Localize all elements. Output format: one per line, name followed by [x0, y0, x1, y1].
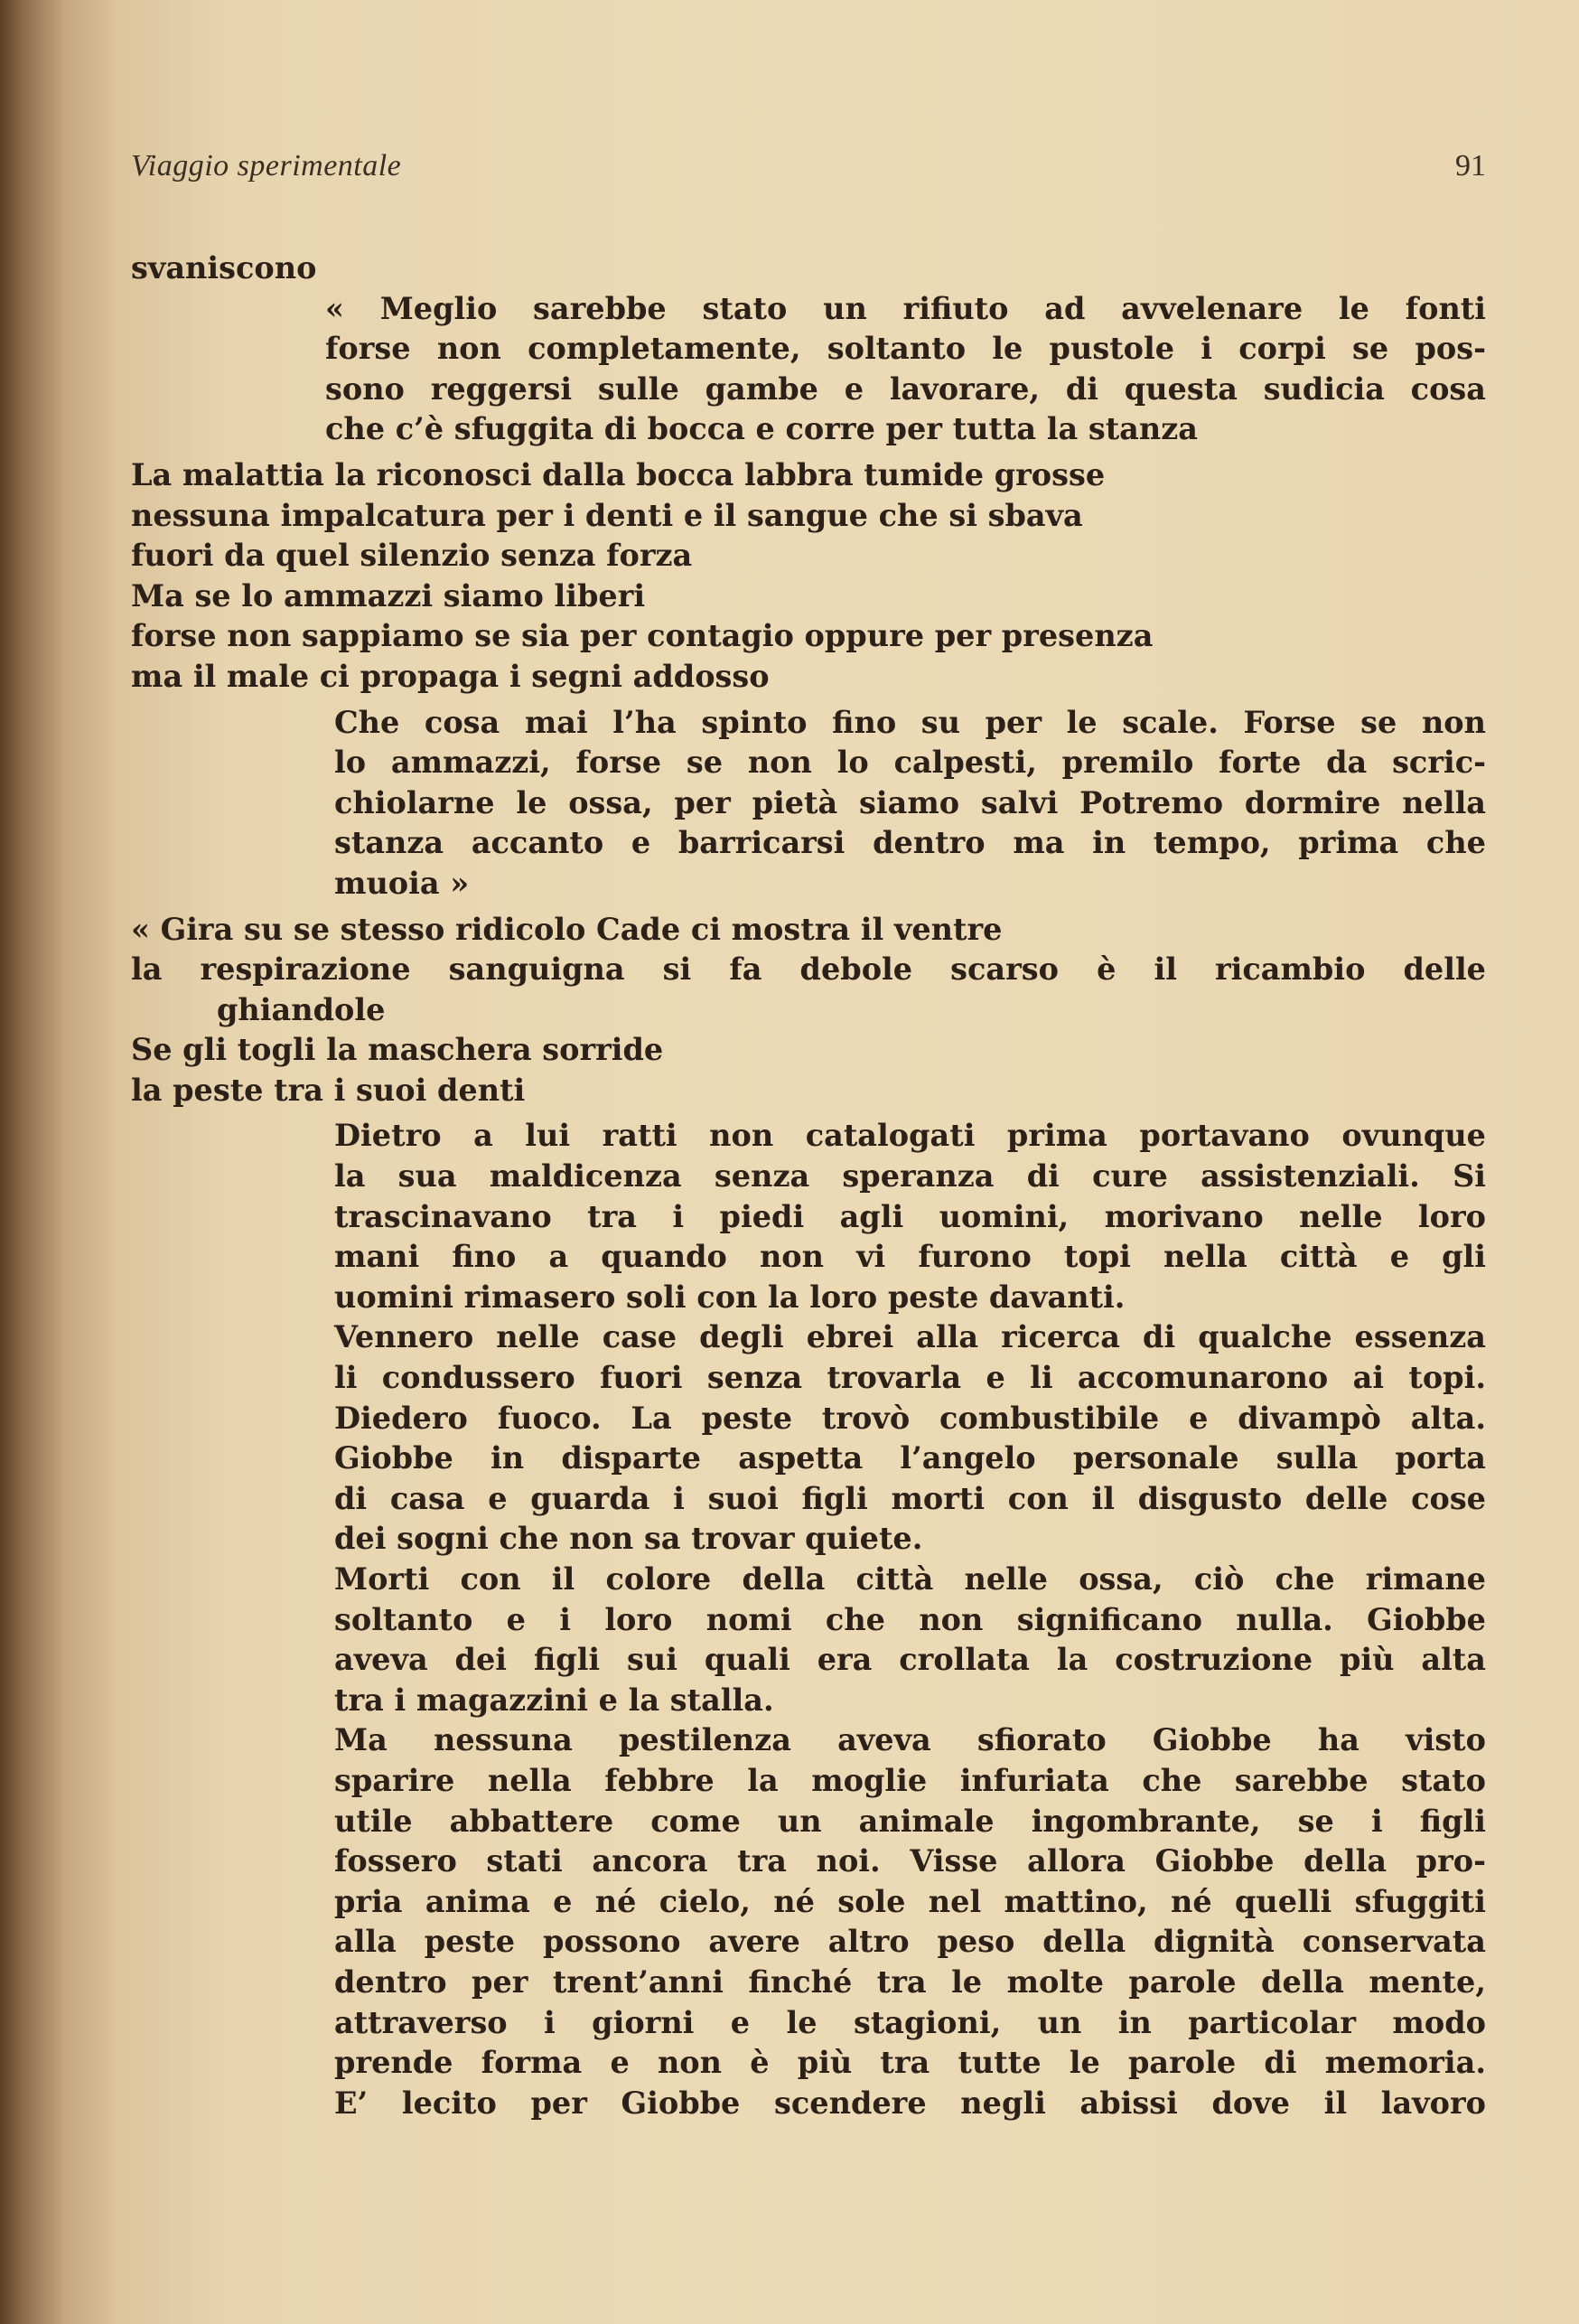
- text-line: svaniscono: [131, 250, 317, 286]
- text-line: sono reggersi sulle gambe e lavorare, di questa sudicia cosa: [325, 370, 1486, 407]
- text-line: aveva dei figli sui quali era crollata la costruzione più alta: [334, 1642, 1486, 1678]
- text-line: dentro per trent’anni finché tra le molte parole della mente,: [334, 1963, 1486, 2000]
- text-line: stanza accanto e barricarsi dentro ma in tempo, prima che: [334, 825, 1486, 861]
- text-line: Diedero fuoco. La peste trovò combustibile e divampò alta.: [334, 1400, 1486, 1436]
- text-line: sparire nella febbre la moglie infuriata che sarebbe stato: [334, 1762, 1486, 1798]
- text-line: Ma se lo ammazzi siamo liberi: [131, 577, 646, 614]
- text-line: Che cosa mai l’ha spinto fino su per le scale. Forse se non: [334, 704, 1486, 740]
- text-line: soltanto e i loro nomi che non significano nulla. Giobbe: [334, 1601, 1486, 1637]
- text-line: forse non sappiamo se sia per contagio oppure per presenza: [131, 618, 1154, 654]
- text-line: La malattia la riconosci dalla bocca labbra tumide grosse: [131, 456, 1106, 492]
- text-line: « Gira su se stesso ridicolo Cade ci mostra il ventre: [131, 911, 1003, 947]
- text-line: la peste tra i suoi denti: [131, 1072, 526, 1108]
- text-line: la sua maldicenza senza speranza di cure assistenziali. Si: [334, 1158, 1486, 1195]
- running-title: Viaggio sperimentale: [131, 149, 402, 183]
- text-line: attraverso i giorni e le stagioni, un in particolar modo: [334, 2004, 1486, 2040]
- poem-text: [131, 248, 1486, 2123]
- text-line: Dietro a lui ratti non catalogati prima portavano ovunque: [334, 1118, 1486, 1154]
- text-line: Se gli togli la maschera sorride: [131, 1032, 664, 1068]
- text-line: muoia »: [334, 865, 470, 901]
- text-line: utile abbattere come un animale ingombrante, se i figli: [334, 1803, 1486, 1839]
- text-line: prende forma e non è più tra tutte le parole di memoria.: [334, 2045, 1486, 2081]
- text-line: nessuna impalcatura per i denti e il sangue che si sbava: [131, 497, 1083, 533]
- page-number: 91: [1455, 149, 1486, 183]
- text-line: forse non completamente, soltanto le pustole i corpi se pos-: [325, 331, 1486, 367]
- text-line: trascinavano tra i piedi agli uomini, morivano nelle loro: [334, 1198, 1486, 1234]
- text-line: fuori da quel silenzio senza forza: [131, 538, 693, 574]
- text-line: li condussero fuori senza trovarla e li accomunarono ai topi.: [334, 1360, 1486, 1396]
- text-line: Vennero nelle case degli ebrei alla ricerca di qualche essenza: [334, 1319, 1486, 1355]
- text-line: ghiandole: [217, 991, 386, 1027]
- text-line: Ma nessuna pestilenza aveva sfiorato Giobbe ha visto: [334, 1722, 1486, 1758]
- text-line: ma il male ci propaga i segni addosso: [131, 658, 770, 694]
- text-line: che c’è sfuggita di bocca e corre per tutta la stanza: [325, 411, 1198, 447]
- text-line: pria anima e né cielo, né sole nel mattino, né quelli sfuggiti: [334, 1883, 1486, 1919]
- text-line: di casa e guarda i suoi figli morti con il disgusto delle cose: [334, 1480, 1486, 1516]
- text-line: uomini rimasero soli con la loro peste davanti.: [334, 1279, 1126, 1315]
- text-line: lo ammazzi, forse se non lo calpesti, premilo forte da scric-: [334, 745, 1486, 781]
- text-line: Morti con il colore della città nelle ossa, ciò che rimane: [334, 1561, 1486, 1597]
- page-header: [131, 149, 1486, 194]
- text-line: mani fino a quando non vi furono topi nella città e gli: [334, 1239, 1486, 1275]
- text-line: tra i magazzini e la stalla.: [334, 1682, 774, 1718]
- text-line: chiolarne le ossa, per pietà siamo salvi Potremo dormire nella: [334, 784, 1486, 820]
- text-line: « Meglio sarebbe stato un rifiuto ad avvelenare le fonti: [325, 290, 1486, 326]
- text-line: Giobbe in disparte aspetta l’angelo personale sulla porta: [334, 1440, 1486, 1476]
- text-line: la respirazione sanguigna si fa debole scarso è il ricambio delle: [131, 951, 1486, 988]
- text-line: E’ lecito per Giobbe scendere negli abissi dove il lavoro: [334, 2085, 1486, 2121]
- text-line: dei sogni che non sa trovar quiete.: [334, 1521, 923, 1557]
- text-line: fossero stati ancora tra noi. Visse allora Giobbe della pro-: [334, 1843, 1486, 1879]
- text-line: alla peste possono avere altro peso della dignità conservata: [334, 1924, 1486, 1960]
